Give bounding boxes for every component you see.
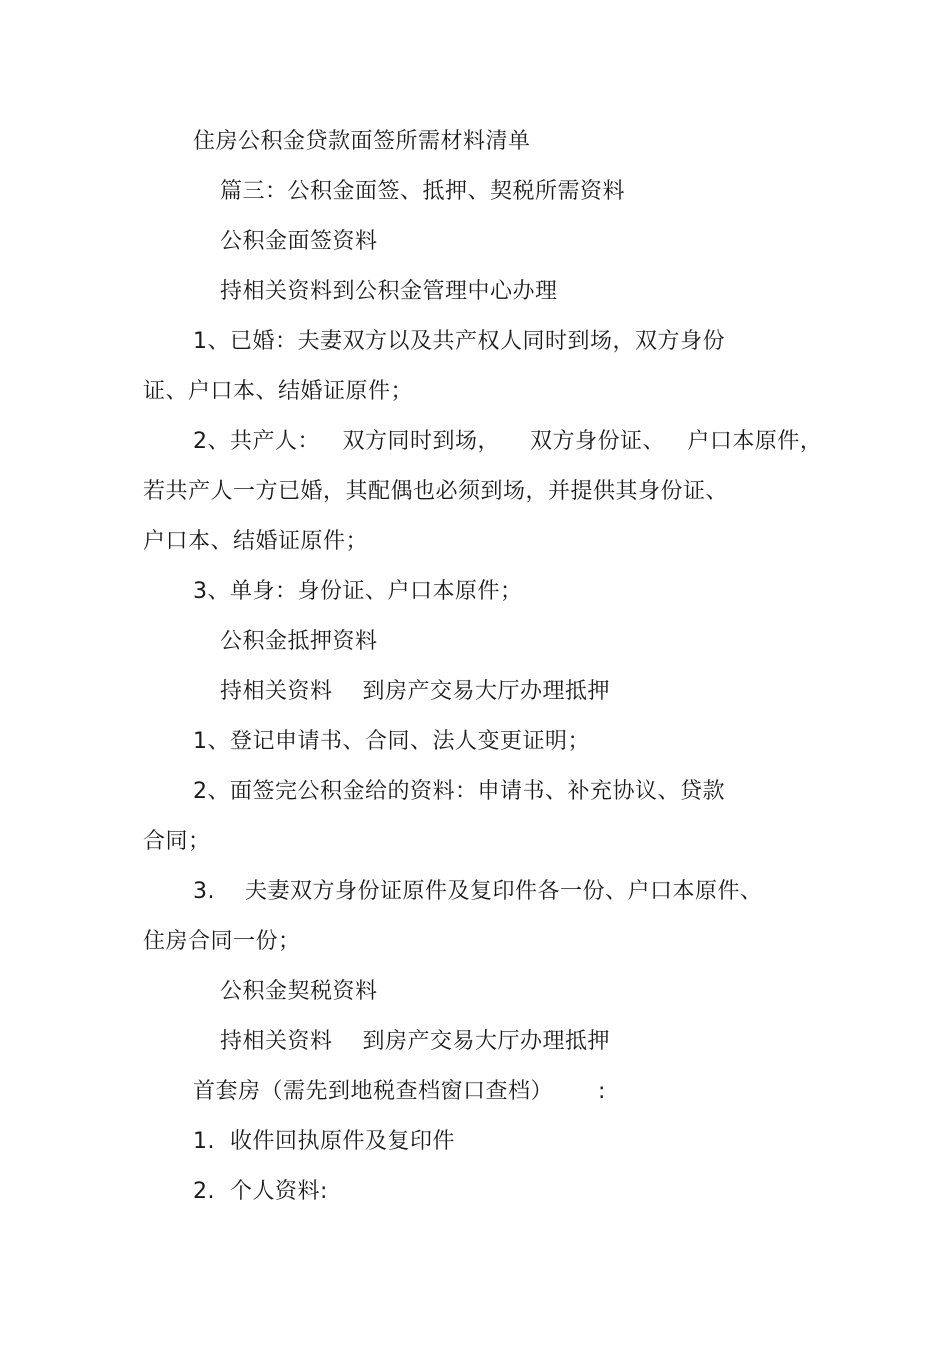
paragraph-line: 持相关资料到公积金管理中心办理 — [220, 279, 558, 304]
list-item-registration: 1、登记申请书、合同、法人变更证明； — [193, 729, 590, 754]
paragraph-line: 持相关资料 到房产交易大厅办理抵押 — [220, 1029, 610, 1054]
list-item-signed-docs: 2、面签完公积金给的资料：申请书、补充协议、贷款 — [193, 779, 725, 804]
list-item-receipt: 1. 收件回执原件及复印件 — [193, 1129, 455, 1154]
subsection-heading-diya: 公积金抵押资料 — [220, 629, 378, 654]
subsection-heading-mianqian: 公积金面签资料 — [220, 229, 378, 254]
list-item-single: 3、单身：身份证、户口本原件； — [193, 579, 523, 604]
list-item-co-owner: 2、共产人： 双方同时到场， 双方身份证、 户口本原件， — [193, 429, 823, 454]
list-item-continuation: 住房合同一份； — [143, 929, 301, 954]
list-item-continuation: 合同； — [143, 829, 211, 854]
list-item-married: 1、已婚：夫妻双方以及共产权人同时到场，双方身份 — [193, 329, 725, 354]
document-title: 住房公积金贷款面签所需材料清单 — [193, 129, 531, 154]
list-item-continuation: 户口本、结婚证原件； — [143, 529, 369, 554]
paragraph-first-home: 首套房（需先到地税查档窗口查档） : — [193, 1079, 606, 1104]
paragraph-line: 持相关资料 到房产交易大厅办理抵押 — [220, 679, 610, 704]
list-item-continuation: 证、户口本、结婚证原件； — [143, 379, 414, 404]
subsection-heading-qishui: 公积金契税资料 — [220, 979, 378, 1004]
list-item-personal-info: 2. 个人资料: — [193, 1179, 328, 1204]
section-heading: 篇三：公积金面签、抵押、契税所需资料 — [220, 179, 626, 204]
list-item-id-copies: 3. 夫妻双方身份证原件及复印件各一份、户口本原件、 — [193, 879, 763, 904]
list-item-continuation: 若共产人一方已婚，其配偶也必须到场，并提供其身份证、 — [143, 479, 729, 504]
